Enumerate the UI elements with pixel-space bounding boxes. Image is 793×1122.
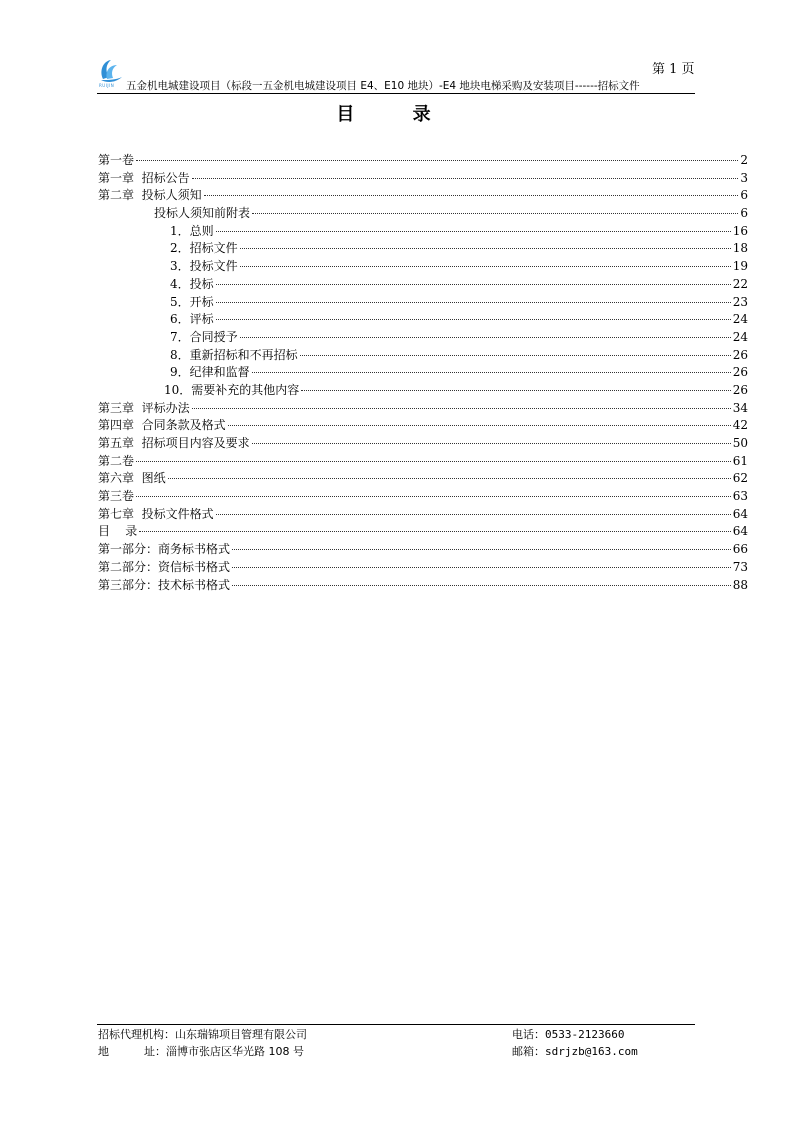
toc-entry[interactable] <box>98 170 748 188</box>
toc-leader-dots <box>192 408 731 409</box>
address-label: 地 址： <box>98 1045 166 1058</box>
toc-leader-dots <box>300 355 731 356</box>
toc-entry-label: 第四章 合同条款及格式 <box>98 418 226 433</box>
toc-entry[interactable] <box>98 187 748 205</box>
toc-entry[interactable] <box>98 223 748 241</box>
toc-leader-dots <box>216 284 731 285</box>
footer-agency <box>98 1026 307 1042</box>
toc-entry-label: 第三卷 <box>98 489 135 504</box>
toc-leader-dots <box>252 443 731 444</box>
toc-entry[interactable] <box>98 400 748 418</box>
toc-leader-dots <box>204 195 739 196</box>
toc-entry-label: 5．开标 <box>170 294 214 309</box>
footer-phone <box>512 1026 624 1042</box>
toc-entry[interactable] <box>98 258 748 276</box>
toc-entry[interactable] <box>98 382 748 400</box>
toc-entry-page: 24 <box>732 312 748 327</box>
toc-entry-page: 50 <box>732 436 748 450</box>
toc-leader-dots <box>192 178 739 179</box>
toc-entry-label: 第二卷 <box>98 453 135 468</box>
toc-entry-label: 第二章 投标人须知 <box>98 188 202 203</box>
toc-entry-label: 3．投标文件 <box>170 259 238 274</box>
toc-entry[interactable] <box>98 347 748 365</box>
toc-entry-label: 第三部分：技术标书格式 <box>98 577 231 592</box>
phone-value: 0533-2123660 <box>545 1028 625 1041</box>
toc-leader-dots <box>228 425 731 426</box>
toc-leader-dots <box>232 567 731 568</box>
footer-email <box>512 1043 638 1059</box>
toc-entry-label: 第五章 招标项目内容及要求 <box>98 436 250 450</box>
toc-leader-dots <box>216 231 731 232</box>
toc-entry[interactable] <box>98 205 748 223</box>
toc-entry-page: 26 <box>732 382 748 397</box>
phone-label: 电话： <box>512 1028 545 1041</box>
footer-address <box>98 1043 304 1059</box>
toc-entry-label: 8．重新招标和不再招标 <box>170 347 298 362</box>
toc-entry-label: 第一卷 <box>98 153 135 167</box>
toc-entry-label: 第三章 评标办法 <box>98 400 190 415</box>
toc-entry-page: 6 <box>740 206 748 221</box>
address-value: 淄博市张店区华光路 108 号 <box>165 1045 304 1058</box>
footer-divider <box>97 1024 695 1025</box>
toc-entry-page: 88 <box>732 577 748 592</box>
email-value: sdrjzb@163.com <box>545 1045 638 1058</box>
logo-text: RUIJIN <box>99 83 115 88</box>
toc-entry-page: 3 <box>740 170 748 185</box>
toc-leader-dots <box>216 302 731 303</box>
toc-entry-page: 24 <box>732 329 748 344</box>
toc-entry-page: 2 <box>740 153 748 167</box>
toc-leader-dots <box>216 514 731 515</box>
toc-title: 目 录 <box>336 104 457 125</box>
header-divider <box>97 93 695 94</box>
toc-entry[interactable] <box>98 541 748 559</box>
toc-entry-page: 34 <box>732 400 748 415</box>
toc-entry[interactable] <box>98 559 748 577</box>
toc-entry-label: 1．总则 <box>170 223 214 238</box>
toc-leader-dots <box>136 160 738 161</box>
toc-entry-page: 42 <box>732 418 748 433</box>
toc-entry-label: 10．需要补充的其他内容 <box>164 382 300 397</box>
toc-entry-label: 2．招标文件 <box>170 241 238 256</box>
table-of-contents <box>98 152 748 594</box>
toc-entry[interactable] <box>98 364 748 382</box>
toc-entry-page: 18 <box>732 241 748 256</box>
toc-entry-label: 7．合同授予 <box>170 329 238 344</box>
toc-leader-dots <box>301 390 730 391</box>
toc-entry-page: 61 <box>732 453 748 468</box>
page-number: 第 1 页 <box>652 62 695 77</box>
toc-entry[interactable] <box>98 523 748 541</box>
toc-entry-label: 9．纪律和监督 <box>170 365 250 380</box>
toc-entry-label: 投标人须知前附表 <box>154 206 251 221</box>
toc-entry[interactable] <box>98 453 748 471</box>
toc-entry[interactable] <box>98 240 748 258</box>
toc-entry[interactable] <box>98 294 748 312</box>
toc-entry-page: 23 <box>732 294 748 309</box>
toc-entry-page: 63 <box>732 489 748 504</box>
toc-entry-label: 第二部分：资信标书格式 <box>98 559 231 574</box>
toc-entry[interactable] <box>98 152 748 170</box>
toc-entry[interactable] <box>98 276 748 294</box>
toc-leader-dots <box>232 549 731 550</box>
toc-leader-dots <box>252 372 731 373</box>
toc-entry[interactable] <box>98 417 748 435</box>
toc-entry-label: 6．评标 <box>170 312 214 327</box>
agency-label: 招标代理机构： <box>98 1028 175 1041</box>
toc-entry[interactable] <box>98 577 748 595</box>
toc-entry-label: 第一章 招标公告 <box>98 170 190 185</box>
toc-leader-dots <box>139 531 730 532</box>
toc-entry-page: 64 <box>732 506 748 521</box>
toc-entry-page: 16 <box>732 223 748 238</box>
toc-entry-page: 26 <box>732 347 748 362</box>
toc-entry-page: 22 <box>732 276 748 291</box>
toc-leader-dots <box>168 478 731 479</box>
toc-entry[interactable] <box>98 488 748 506</box>
toc-entry-label: 第七章 投标文件格式 <box>98 506 214 521</box>
toc-entry-page: 73 <box>732 559 748 574</box>
toc-leader-dots <box>232 585 731 586</box>
toc-leader-dots <box>240 266 731 267</box>
toc-entry[interactable] <box>98 329 748 347</box>
toc-entry-page: 19 <box>732 259 748 274</box>
toc-leader-dots <box>240 248 731 249</box>
toc-leader-dots <box>240 337 731 338</box>
toc-entry-label: 第一部分：商务标书格式 <box>98 542 231 557</box>
toc-entry-page: 62 <box>732 471 748 486</box>
toc-entry-page: 26 <box>732 365 748 380</box>
toc-entry-page: 64 <box>732 524 748 539</box>
toc-entry[interactable] <box>98 470 748 488</box>
email-label: 邮箱： <box>512 1045 545 1058</box>
document-header-title: 五金机电城建设项目（标段一五金机电城建设项目 E4、E10 地块）-E4 地块电梯采购及安装项目------招标文件 <box>126 80 640 92</box>
toc-entry-page: 6 <box>740 188 748 203</box>
toc-entry-label: 第六章 图纸 <box>98 471 166 486</box>
toc-entry[interactable] <box>98 311 748 329</box>
toc-leader-dots <box>252 213 738 214</box>
toc-leader-dots <box>136 461 731 462</box>
agency-value: 山东瑞锦项目管理有限公司 <box>175 1028 307 1041</box>
toc-entry-label: 目 录 <box>98 524 138 539</box>
toc-entry[interactable] <box>98 506 748 524</box>
toc-entry[interactable] <box>98 435 748 453</box>
toc-leader-dots <box>136 496 731 497</box>
toc-entry-label: 4．投标 <box>170 276 214 291</box>
toc-leader-dots <box>216 319 731 320</box>
toc-entry-page: 66 <box>732 542 748 557</box>
